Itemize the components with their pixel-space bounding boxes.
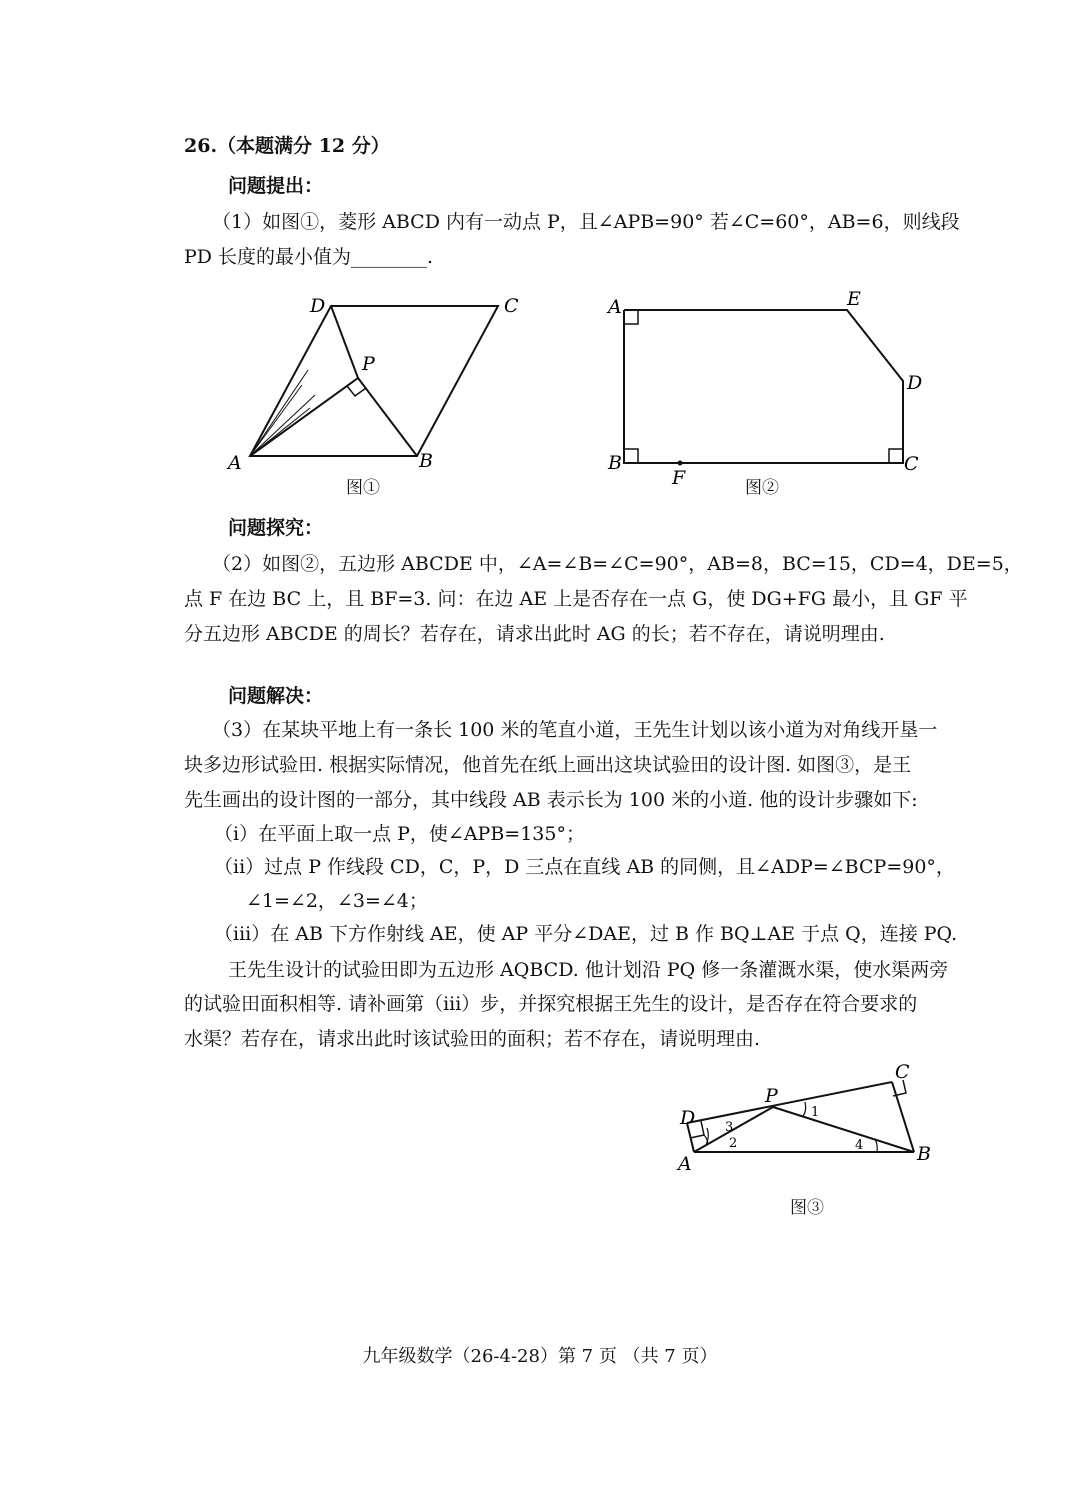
fig1-label-B: B [419,450,433,472]
step-3: （iii）在 AB 下方作射线 AE，使 AP 平分∠DAE，过 B 作 BQ⊥AE 于点 Q，连接 PQ. [214,923,958,945]
fig1-label-A: A [228,452,242,474]
fig2-label-C: C [904,453,919,475]
q1-line1: （1）如图①，菱形 ABCD 内有一动点 P，且∠APB=90° 若∠C=60°，AB=6，则线段 [212,211,960,233]
section3-title: 问题解决： [228,685,324,707]
fig3-label-C: C [895,1061,910,1083]
fig3-angle-2: 2 [729,1136,738,1151]
fig3-caption: 图③ [790,1198,824,1218]
q3-line3: 先生画出的设计图的一部分，其中线段 AB 表示长为 100 米的小道. 他的设计步骤如下: [184,789,918,811]
figure-3 [670,1058,950,1188]
section2-title: 问题探究： [228,517,324,539]
step-1: （i）在平面上取一点 P，使∠APB=135°； [214,823,585,845]
fig2-label-B: B [608,452,622,474]
fig3-angle-3: 3 [725,1120,734,1135]
q3-end-line2: 的试验田面积相等. 请补画第（iii）步，并探究根据王先生的设计，是否存在符合要求的 [184,993,918,1015]
q3-line2: 块多边形试验田. 根据实际情况，他首先在纸上画出这块试验田的设计图. 如图③，是王 [184,754,912,776]
fig3-label-A: A [678,1153,692,1175]
fig1-caption: 图① [346,478,380,498]
figure-1 [220,285,530,500]
step-2-line2: ∠1=∠2，∠3=∠4； [246,890,428,912]
fig2-label-A: A [608,296,622,318]
fig2-label-E: E [847,288,861,310]
fig3-label-B: B [917,1143,931,1165]
step-2-line1: （ii）过点 P 作线段 CD，C，P，D 三点在直线 AB 的同侧，且∠ADP=∠BCP=90°， [214,856,955,878]
fig1-label-P: P [362,353,375,375]
q3-line1: （3）在某块平地上有一条长 100 米的笔直小道，王先生计划以该小道为对角线开垦一 [212,719,938,741]
fig3-label-P: P [765,1085,778,1107]
q3-end-line3: 水渠？若存在，请求出此时该试验田的面积；若不存在，请说明理由. [184,1028,761,1050]
fig1-label-D: D [310,295,326,317]
q2-line1: （2）如图②，五边形 ABCDE 中，∠A=∠B=∠C=90°，AB=8，BC=15，CD=4，DE=5， [212,553,1023,575]
fig3-angle-4: 4 [855,1138,864,1153]
q2-line2: 点 F 在边 BC 上，且 BF=3. 问：在边 AE 上是否存在一点 G，使 DG+FG 最小，且 GF 平 [184,588,968,610]
section1-title: 问题提出： [228,175,324,197]
problem-header: 26.（本题满分 12 分） [184,135,390,157]
q3-end-line1: 王先生设计的试验田即为五边形 AQBCD. 他计划沿 PQ 修一条灌溉水渠，使水渠两旁 [228,959,949,981]
q1-line2: PD 长度的最小值为________. [184,246,434,268]
fig2-label-F: F [672,467,686,489]
fig1-label-C: C [504,295,519,317]
q2-line3: 分五边形 ABCDE 的周长？若存在，请求出此时 AG 的长；若不存在，请说明理由. [184,623,885,645]
figure-2 [600,285,930,500]
fig2-caption: 图② [745,478,779,498]
page-footer: 九年级数学（26-4-28）第 7 页 （共 7 页） [362,1346,718,1367]
fig3-angle-1: 1 [811,1105,820,1120]
fig3-label-D: D [680,1107,696,1129]
fig2-label-D: D [907,372,923,394]
